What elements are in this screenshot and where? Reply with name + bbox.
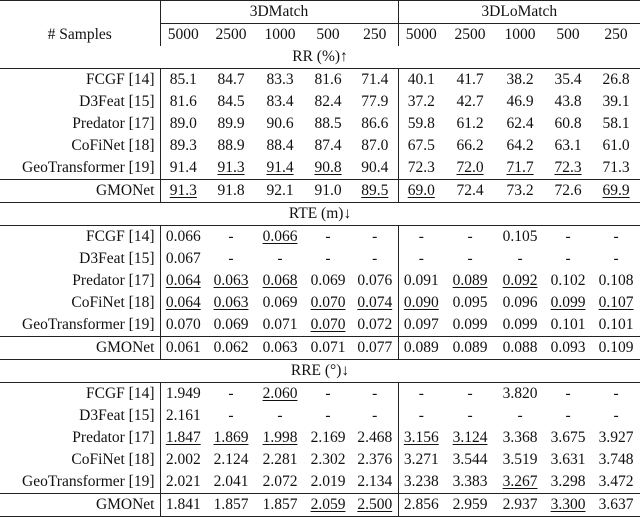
value-cell: 72.4	[444, 180, 496, 203]
value-cell: 3.368	[502, 429, 538, 446]
value-cell: 26.8	[602, 71, 630, 88]
value-cell: 89.9	[217, 115, 245, 132]
value-cell: 83.4	[266, 93, 294, 110]
value-cell: 71.7	[496, 157, 544, 180]
value-cell: 35.4	[554, 71, 582, 88]
value-cell: 0.095	[452, 294, 488, 311]
samples-header: 2500	[454, 26, 486, 43]
value-cell: 73.2	[496, 180, 544, 203]
value-cell: 89.3	[169, 137, 197, 154]
value-cell: 72.6	[544, 180, 592, 203]
value-cell: 0.067	[165, 250, 201, 267]
value-cell: 71.4	[352, 69, 398, 92]
value-cell: 91.8	[206, 180, 256, 203]
table-row	[0, 314, 640, 337]
value-cell: 40.1	[407, 71, 435, 88]
method-name: D3Feat [15]	[0, 248, 160, 270]
value-cell: 2.376	[352, 449, 398, 471]
samples-header: 1000	[264, 26, 296, 43]
value-cell: -	[517, 407, 523, 424]
value-cell: 91.0	[304, 180, 352, 203]
method-name: Predator [17]	[0, 427, 160, 449]
value-cell: 67.5	[407, 137, 435, 154]
value-cell: -	[565, 407, 571, 424]
value-cell: 1.857	[256, 494, 304, 517]
value-cell: 0.091	[403, 272, 439, 289]
samples-header: 5000	[167, 26, 199, 43]
value-cell: 0.071	[304, 337, 352, 360]
method-name: GMONet	[0, 494, 160, 517]
section-title: RR (%)↑	[0, 46, 640, 69]
samples-label: # Samples	[0, 24, 160, 47]
value-cell: 0.063	[256, 337, 304, 360]
samples-header: 500	[316, 26, 340, 43]
value-cell: 38.2	[506, 71, 534, 88]
value-cell: 3.271	[403, 451, 439, 468]
table-row	[0, 91, 640, 113]
method-name: Predator [17]	[0, 113, 160, 135]
value-cell: 62.4	[506, 115, 534, 132]
value-cell: 58.1	[602, 115, 630, 132]
value-cell: 0.097	[398, 314, 444, 337]
value-cell: 83.3	[266, 71, 294, 88]
table-row	[0, 449, 640, 471]
value-cell: -	[418, 250, 424, 267]
value-cell: 3.156	[403, 429, 439, 446]
value-cell: 37.2	[407, 93, 435, 110]
value-cell: 89.5	[352, 180, 398, 203]
value-cell: 2.169	[310, 429, 346, 446]
value-cell: 0.093	[544, 337, 592, 360]
value-cell: 0.063	[213, 272, 249, 289]
value-cell: 84.7	[217, 71, 245, 88]
value-cell: 2.856	[398, 494, 444, 517]
value-cell: 2.124	[213, 451, 249, 468]
value-cell: 0.089	[398, 337, 444, 360]
value-cell: 92.1	[256, 180, 304, 203]
value-cell: 3.267	[496, 471, 544, 494]
value-cell: 0.092	[502, 272, 538, 289]
value-cell: -	[228, 385, 234, 402]
value-cell: 91.4	[160, 157, 206, 180]
value-cell: 2.161	[165, 407, 201, 424]
value-cell: -	[565, 228, 571, 245]
value-cell: 88.9	[217, 137, 245, 154]
value-cell: 3.631	[550, 451, 586, 468]
value-cell: 3.238	[398, 471, 444, 494]
value-cell: 71.3	[592, 157, 640, 180]
value-cell: 0.090	[403, 294, 439, 311]
results-body	[0, 46, 640, 517]
table-row	[0, 135, 640, 157]
value-cell: 2.281	[262, 451, 298, 468]
value-cell: 91.4	[256, 157, 304, 180]
value-cell: 0.105	[502, 228, 538, 245]
value-cell: 88.4	[266, 137, 294, 154]
table-row	[0, 383, 640, 406]
value-cell: 42.7	[456, 93, 484, 110]
value-cell: 43.8	[554, 93, 582, 110]
value-cell: -	[277, 407, 283, 424]
value-cell: 0.089	[452, 272, 488, 289]
value-cell: -	[467, 250, 473, 267]
value-cell: 0.066	[165, 228, 201, 245]
value-cell: 90.8	[304, 157, 352, 180]
value-cell: 0.069	[310, 272, 346, 289]
table-row	[0, 226, 640, 249]
samples-header-row	[0, 24, 640, 47]
value-cell: 72.3	[544, 157, 592, 180]
section-title: RTE (m)↓	[0, 203, 640, 226]
group-header-row	[0, 1, 640, 24]
value-cell: 2.468	[352, 427, 398, 449]
value-cell: 82.4	[314, 93, 342, 110]
value-cell: 66.2	[456, 137, 484, 154]
value-cell: 0.074	[352, 292, 398, 314]
samples-header: 2500	[215, 26, 247, 43]
value-cell: 0.088	[496, 337, 544, 360]
method-name: D3Feat [15]	[0, 91, 160, 113]
group-3dmatch: 3DMatch	[160, 1, 398, 24]
table-row	[0, 248, 640, 270]
value-cell: 0.107	[598, 294, 634, 311]
ours-row	[0, 180, 640, 203]
value-cell: 41.7	[456, 71, 484, 88]
value-cell: -	[228, 228, 234, 245]
value-cell: 87.0	[352, 135, 398, 157]
value-cell: -	[352, 383, 398, 406]
value-cell: 0.077	[352, 337, 398, 360]
value-cell: 72.0	[444, 157, 496, 180]
value-cell: 0.102	[550, 272, 586, 289]
value-cell: 2.060	[262, 385, 298, 402]
value-cell: 0.066	[262, 228, 298, 245]
value-cell: 2.019	[304, 471, 352, 494]
value-cell: -	[228, 250, 234, 267]
value-cell: -	[565, 385, 571, 402]
value-cell: 64.2	[506, 137, 534, 154]
table-row	[0, 405, 640, 427]
value-cell: -	[325, 407, 331, 424]
value-cell: 88.5	[314, 115, 342, 132]
value-cell: -	[325, 250, 331, 267]
method-name: GMONet	[0, 337, 160, 360]
value-cell: -	[352, 226, 398, 249]
value-cell: 84.5	[217, 93, 245, 110]
value-cell: 0.099	[444, 314, 496, 337]
value-cell: 91.3	[206, 157, 256, 180]
value-cell: 0.109	[592, 337, 640, 360]
group-3dlomatch: 3DLoMatch	[398, 1, 640, 24]
samples-header: 500	[556, 26, 580, 43]
value-cell: 0.070	[160, 314, 206, 337]
value-cell: 2.134	[352, 471, 398, 494]
method-name: Predator [17]	[0, 270, 160, 292]
value-cell: 0.101	[544, 314, 592, 337]
value-cell: 0.063	[213, 294, 249, 311]
value-cell: 2.072	[256, 471, 304, 494]
value-cell: 61.0	[602, 137, 630, 154]
value-cell: 1.847	[165, 429, 201, 446]
section-title: RRE (°)↓	[0, 360, 640, 383]
section-title-row	[0, 360, 640, 383]
value-cell: 60.8	[554, 115, 582, 132]
value-cell: 0.072	[352, 314, 398, 337]
value-cell: 0.096	[502, 294, 538, 311]
value-cell: -	[613, 407, 619, 424]
samples-header: 250	[604, 26, 628, 43]
value-cell: 3.472	[592, 471, 640, 494]
method-name: CoFiNet [18]	[0, 449, 160, 471]
value-cell: 0.099	[550, 294, 586, 311]
value-cell: 72.3	[398, 157, 444, 180]
value-cell: 46.9	[506, 93, 534, 110]
method-name: GMONet	[0, 180, 160, 203]
value-cell: 63.1	[554, 137, 582, 154]
value-cell: 1.998	[262, 429, 298, 446]
value-cell: -	[325, 385, 331, 402]
value-cell: 0.064	[165, 294, 201, 311]
value-cell: 1.857	[206, 494, 256, 517]
value-cell: 0.070	[304, 314, 352, 337]
samples-header: 250	[352, 24, 398, 47]
value-cell: 0.064	[165, 272, 201, 289]
value-cell: 0.069	[262, 294, 298, 311]
value-cell: -	[418, 407, 424, 424]
value-cell: 3.927	[598, 429, 634, 446]
method-name: FCGF [14]	[0, 383, 160, 406]
value-cell: -	[352, 248, 398, 270]
value-cell: 3.298	[544, 471, 592, 494]
table-row	[0, 292, 640, 314]
value-cell: 61.2	[456, 115, 484, 132]
value-cell: 77.9	[352, 91, 398, 113]
value-cell: 69.0	[398, 180, 444, 203]
value-cell: 2.500	[352, 494, 398, 517]
method-name: GeoTransformer [19]	[0, 157, 160, 180]
value-cell: 85.1	[169, 71, 197, 88]
value-cell: -	[613, 250, 619, 267]
value-cell: 87.4	[314, 137, 342, 154]
value-cell: 2.002	[165, 451, 201, 468]
value-cell: 0.070	[310, 294, 346, 311]
value-cell: 0.062	[206, 337, 256, 360]
section-title-row	[0, 46, 640, 69]
value-cell: 0.071	[256, 314, 304, 337]
table-row	[0, 69, 640, 92]
ours-row	[0, 337, 640, 360]
table-row	[0, 270, 640, 292]
method-name: GeoTransformer [19]	[0, 471, 160, 494]
value-cell: 0.061	[160, 337, 206, 360]
value-cell: 0.068	[262, 272, 298, 289]
value-cell: -	[467, 385, 473, 402]
value-cell: 90.4	[352, 157, 398, 180]
method-name: FCGF [14]	[0, 69, 160, 92]
value-cell: -	[467, 407, 473, 424]
value-cell: 90.6	[266, 115, 294, 132]
samples-header: 1000	[504, 26, 536, 43]
value-cell: 3.383	[444, 471, 496, 494]
table-row	[0, 157, 640, 180]
value-cell: 3.300	[544, 494, 592, 517]
value-cell: 2.059	[304, 494, 352, 517]
value-cell: -	[325, 228, 331, 245]
value-cell: 69.9	[592, 180, 640, 203]
value-cell: 91.3	[160, 180, 206, 203]
section-title-row	[0, 203, 640, 226]
value-cell: 3.675	[550, 429, 586, 446]
method-name: CoFiNet [18]	[0, 292, 160, 314]
corner-cell	[0, 1, 160, 24]
value-cell: 3.748	[598, 451, 634, 468]
method-name: CoFiNet [18]	[0, 135, 160, 157]
value-cell: 0.076	[352, 270, 398, 292]
value-cell: -	[467, 228, 473, 245]
value-cell: 3.519	[502, 451, 538, 468]
value-cell: 89.0	[169, 115, 197, 132]
value-cell: 2.041	[206, 471, 256, 494]
method-name: GeoTransformer [19]	[0, 314, 160, 337]
value-cell: -	[418, 228, 424, 245]
value-cell: 3.820	[502, 385, 538, 402]
value-cell: 3.544	[452, 451, 488, 468]
value-cell: 1.869	[213, 429, 249, 446]
value-cell: 1.949	[165, 385, 201, 402]
value-cell: 2.959	[444, 494, 496, 517]
value-cell: -	[418, 385, 424, 402]
value-cell: 81.6	[314, 71, 342, 88]
value-cell: -	[613, 385, 619, 402]
value-cell: 3.637	[592, 494, 640, 517]
value-cell: -	[352, 405, 398, 427]
method-name: D3Feat [15]	[0, 405, 160, 427]
value-cell: -	[613, 228, 619, 245]
value-cell: 0.108	[598, 272, 634, 289]
value-cell: -	[228, 407, 234, 424]
table-row	[0, 471, 640, 494]
value-cell: -	[277, 250, 283, 267]
samples-header: 5000	[405, 26, 437, 43]
value-cell: 0.101	[592, 314, 640, 337]
ours-row	[0, 494, 640, 517]
value-cell: 3.124	[452, 429, 488, 446]
value-cell: 0.099	[496, 314, 544, 337]
value-cell: -	[565, 250, 571, 267]
value-cell: 1.841	[160, 494, 206, 517]
value-cell: 2.302	[310, 451, 346, 468]
method-name: FCGF [14]	[0, 226, 160, 249]
value-cell: 0.089	[444, 337, 496, 360]
value-cell: -	[517, 250, 523, 267]
table-row	[0, 427, 640, 449]
table-row	[0, 113, 640, 135]
value-cell: 39.1	[602, 93, 630, 110]
value-cell: 2.021	[160, 471, 206, 494]
value-cell: 59.8	[407, 115, 435, 132]
value-cell: 2.937	[496, 494, 544, 517]
value-cell: 86.6	[352, 113, 398, 135]
value-cell: 81.6	[169, 93, 197, 110]
value-cell: 0.069	[206, 314, 256, 337]
